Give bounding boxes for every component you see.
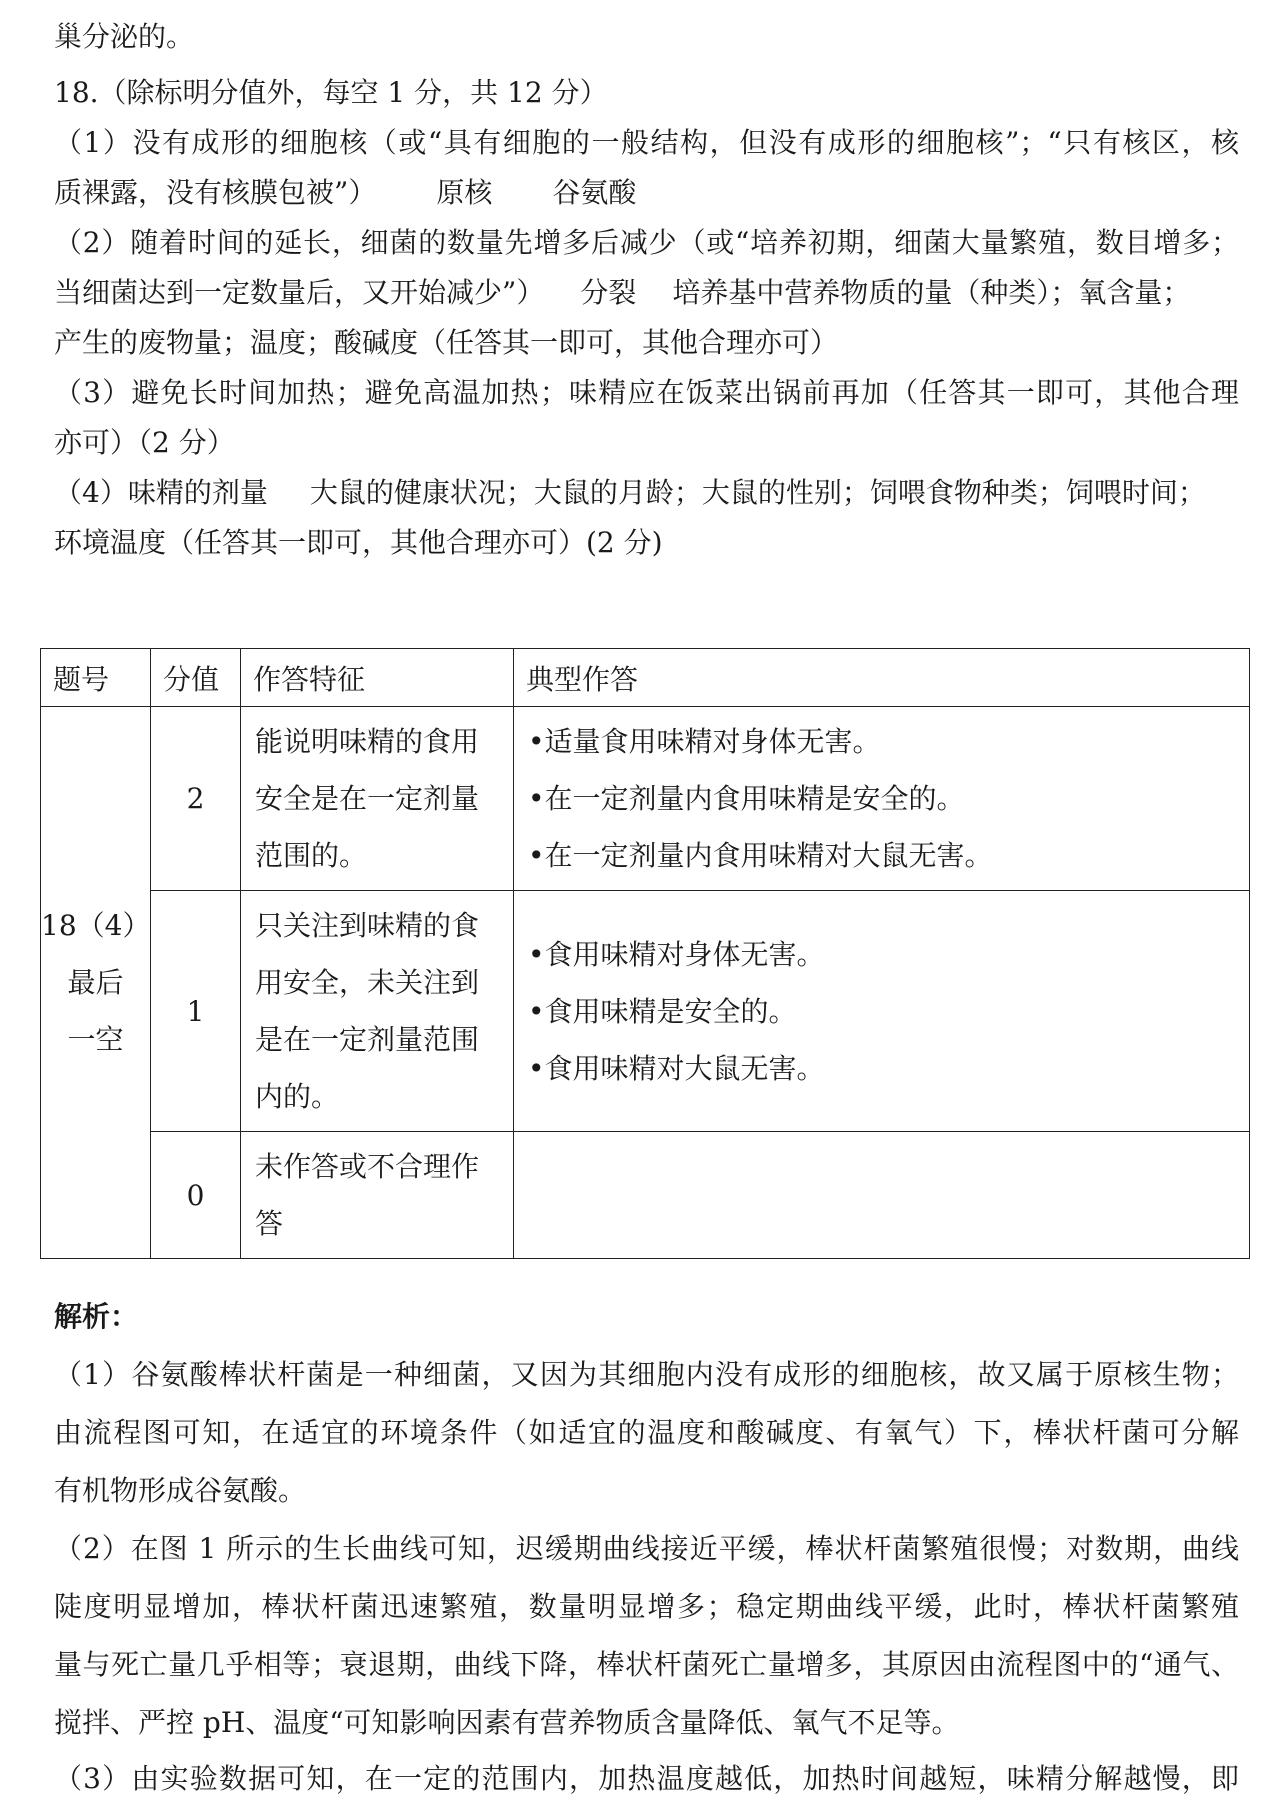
analysis-title: 解析： [54, 1300, 139, 1333]
text-line: 亦可）（2 分） [54, 426, 235, 459]
text-line [54, 276, 1239, 310]
text-line: 由流程图可知，在适宜的环境条件（如适宜的温度和酸碱度、有氧气）下，棒状杆菌可分解 [54, 1416, 1239, 1449]
text-line: （3）避免长时间加热；避免高温加热；味精应在饭菜出锅前再加（任答其一即可，其他合理 [54, 376, 1239, 409]
typical-answer-cell [514, 1132, 1250, 1259]
table-header-cell: 典型作答 [514, 649, 1250, 707]
table-header-cell: 题号 [41, 649, 151, 707]
text-line: 产生的废物量；温度；酸碱度（任答其一即可，其他合理亦可） [54, 326, 839, 359]
table-row [41, 891, 1250, 1132]
text-segment: 质裸露，没有核膜包被”） [54, 176, 377, 209]
text-line: （1）谷氨酸棒状杆菌是一种细菌，又因为其细胞内没有成形的细胞核，故又属于原核生物； [54, 1358, 1239, 1391]
feature-cell [241, 891, 514, 1132]
cell-line: 一空 [67, 1023, 124, 1056]
table-header-row [41, 649, 1250, 707]
text-segment: 当细菌达到一定数量后，又开始减少”） [54, 276, 545, 309]
cell-line: 是在一定剂量范围 [255, 1023, 480, 1056]
feature-cell [241, 1132, 514, 1259]
list-item: •食用味精对身体无害。 [528, 937, 825, 971]
cell-line: 只关注到味精的食 [255, 909, 480, 942]
table-header-cell: 分值 [151, 649, 241, 707]
list-item: •食用味精是安全的。 [528, 994, 797, 1028]
cell-line: 安全是在一定剂量 [255, 782, 480, 815]
feature-cell [241, 707, 514, 891]
typical-answer-cell [514, 707, 1250, 891]
text-line: 巢分泌的。 [54, 20, 195, 53]
answer-segment: 大鼠的健康状况；大鼠的月龄；大鼠的性别；饲喂食物种类；饲喂时间； [309, 476, 1206, 509]
cell-line: 未作答或不合理作 [255, 1150, 480, 1183]
text-line: （1）没有成形的细胞核（或“具有细胞的一般结构，但没有成形的细胞核”；“只有核区，核 [54, 126, 1239, 159]
text-line: 有机物形成谷氨酸。 [54, 1474, 307, 1507]
text-line: 陡度明显增加，棒状杆菌迅速繁殖，数量明显增多；稳定期曲线平缓，此时，棒状杆菌繁殖 [54, 1590, 1239, 1623]
score-cell: 0 [151, 1132, 241, 1259]
cell-line: 18（4） [41, 909, 151, 942]
text-line: （2）随着时间的延长，细菌的数量先增多后减少（或“培养初期，细菌大量繁殖，数目增多； [54, 226, 1239, 259]
cell-line: 最后 [67, 966, 124, 999]
score-cell: 1 [151, 891, 241, 1132]
cell-line: 内的。 [255, 1080, 340, 1113]
question-number-cell [41, 707, 151, 1259]
list-item: •适量食用味精对身体无害。 [528, 725, 881, 758]
list-item: •在一定剂量内食用味精是安全的。 [528, 782, 965, 815]
list-item: •在一定剂量内食用味精对大鼠无害。 [528, 839, 993, 872]
text-line: （2）在图 1 所示的生长曲线可知，迟缓期曲线接近平缓，棒状杆菌繁殖很慢；对数期，曲线 [54, 1532, 1239, 1565]
text-line: 搅拌、严控 pH、温度“可知影响因素有营养物质含量降低、氧气不足等。 [54, 1706, 960, 1739]
table-header-cell: 作答特征 [241, 649, 514, 707]
text-line: 环境温度（任答其一即可，其他合理亦可）(2 分) [54, 526, 663, 559]
cell-line: 用安全，未关注到 [255, 966, 480, 999]
section-heading: 18.（除标明分值外，每空 1 分，共 12 分） [54, 76, 608, 109]
answer-segment: 原核 [436, 176, 493, 209]
text-segment: （4）味精的剂量 [54, 476, 268, 509]
text-line [54, 476, 1239, 510]
table-row [41, 707, 1250, 891]
cell-line: 能说明味精的食用 [255, 725, 480, 758]
typical-answer-cell [514, 891, 1250, 1132]
list-item: •食用味精对大鼠无害。 [528, 1051, 825, 1085]
answer-segment: 谷氨酸 [552, 176, 637, 209]
text-line: （3）由实验数据可知，在一定的范围内，加热温度越低，加热时间越短，味精分解越慢，即 [54, 1762, 1239, 1795]
grading-table [40, 648, 1250, 1259]
table-row [41, 1132, 1250, 1259]
cell-line: 答 [255, 1207, 284, 1240]
cell-line: 范围的。 [255, 839, 368, 872]
answer-segment: 培养基中营养物质的量（种类）；氧含量； [672, 276, 1191, 309]
score-cell: 2 [151, 707, 241, 891]
answer-segment: 分裂 [580, 276, 637, 309]
text-line [54, 176, 1239, 210]
text-line: 量与死亡量几乎相等；衰退期，曲线下降，棒状杆菌死亡量增多，其原因由流程图中的“通气、 [54, 1648, 1239, 1681]
